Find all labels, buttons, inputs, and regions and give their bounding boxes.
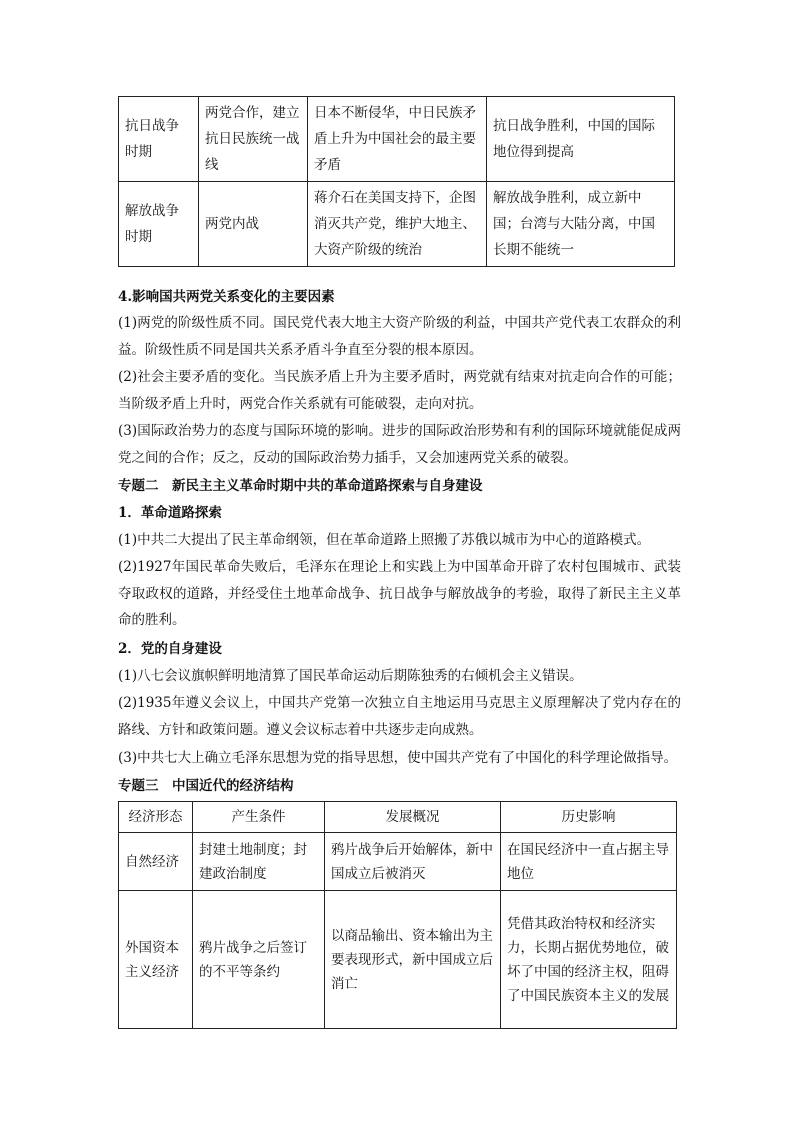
paragraph: (2)1927年国民革命失败后，毛泽东在理论上和实践上为中国革命开辟了农村包围城市、武装夺取政权的道路，并经受住土地革命战争、抗日战争与解放战争的考验，取得了新民主主义革命的胜利。 xyxy=(118,559,681,628)
paragraph: (1)两党的阶级性质不同。国民党代表大地主大资产阶级的利益，中国共产党代表工农群众的利益。阶级性质不同是国共关系矛盾斗争直至分裂的根本原因。 xyxy=(118,315,681,358)
paragraph: (1)中共二大提出了民主革命纲领，但在革命道路上照搬了苏俄以城市为中心的道路模式。 xyxy=(118,532,651,548)
table-row xyxy=(119,891,677,1029)
section-heading: 4.影响国共两党关系变化的主要因素 xyxy=(118,289,335,305)
topic-heading: 专题二 新民主主义革命时期中共的革命道路探索与自身建设 xyxy=(118,478,483,494)
table-cell: 解放战争胜利，成立新中国；台湾与大陆分离，中国长期不能统一 xyxy=(487,182,675,267)
table-cell: 在国民经济中一直占据主导地位 xyxy=(501,833,677,891)
paragraph: (3)中共七大上确立毛泽东思想为党的指导思想，使中国共产党有了中国化的科学理论做指导。 xyxy=(118,750,678,766)
table-row xyxy=(119,182,675,267)
table-cell: 鸦片战争之后签订的不平等条约 xyxy=(193,891,325,1029)
table-cell: 鸦片战争后开始解体，新中国成立后被消灭 xyxy=(325,833,501,891)
table-cell: 日本不断侵华，中日民族矛盾上升为中国社会的最主要矛盾 xyxy=(308,97,487,182)
economy-structure-table xyxy=(118,801,677,1029)
column-header: 发展概况 xyxy=(325,802,501,833)
paragraph: (1)八七会议旗帜鲜明地清算了国民革命运动后期陈独秀的右倾机会主义错误。 xyxy=(118,668,583,684)
subsection-heading: 1．革命道路探索 xyxy=(118,505,222,521)
paragraph: (2)社会主要矛盾的变化。当民族矛盾上升为主要矛盾时，两党就有结束对抗走向合作的可能；当阶级矛盾上升时，两党合作关系就有可能破裂，走向对抗。 xyxy=(118,369,681,412)
table-cell: 两党内战 xyxy=(199,182,308,267)
column-header: 历史影响 xyxy=(501,802,677,833)
subsection-heading: 2．党的自身建设 xyxy=(118,641,222,657)
table-cell: 蒋介石在美国支持下，企图消灭共产党，维护大地主、大资产阶级的统治 xyxy=(308,182,487,267)
table-cell: 抗日战争胜利，中国的国际地位得到提高 xyxy=(487,97,675,182)
paragraph: (3)国际政治势力的态度与国际环境的影响。进步的国际政治形势和有利的国际环境就能促成两党之间的合作；反之，反动的国际政治势力插手，又会加速两党关系的破裂。 xyxy=(118,423,681,466)
topic-heading: 专题三 中国近代的经济结构 xyxy=(118,778,294,794)
column-header: 产生条件 xyxy=(193,802,325,833)
paragraph: (2)1935年遵义会议上，中国共产党第一次独立自主地运用马克思主义原理解决了党内存在的路线、方针和政策问题。遵义会议标志着中共逐步走向成熟。 xyxy=(118,695,681,738)
table-cell: 解放战争时期 xyxy=(119,182,199,267)
table-cell: 外国资本主义经济 xyxy=(119,891,193,1029)
table-cell: 两党合作，建立抗日民族统一战线 xyxy=(199,97,308,182)
column-header: 经济形态 xyxy=(119,802,193,833)
table-cell: 自然经济 xyxy=(119,833,193,891)
table-cell: 抗日战争时期 xyxy=(119,97,199,182)
table-cell: 封建土地制度；封建政治制度 xyxy=(193,833,325,891)
table-row xyxy=(119,833,677,891)
table-header-row xyxy=(119,802,677,833)
table-cell: 凭借其政治特权和经济实力，长期占据优势地位，破坏了中国的经济主权，阻碍了中国民族资本主义的发展 xyxy=(501,891,677,1029)
party-relations-table xyxy=(118,96,675,267)
table-cell: 以商品输出、资本输出为主要表现形式，新中国成立后消亡 xyxy=(325,891,501,1029)
table-row xyxy=(119,97,675,182)
